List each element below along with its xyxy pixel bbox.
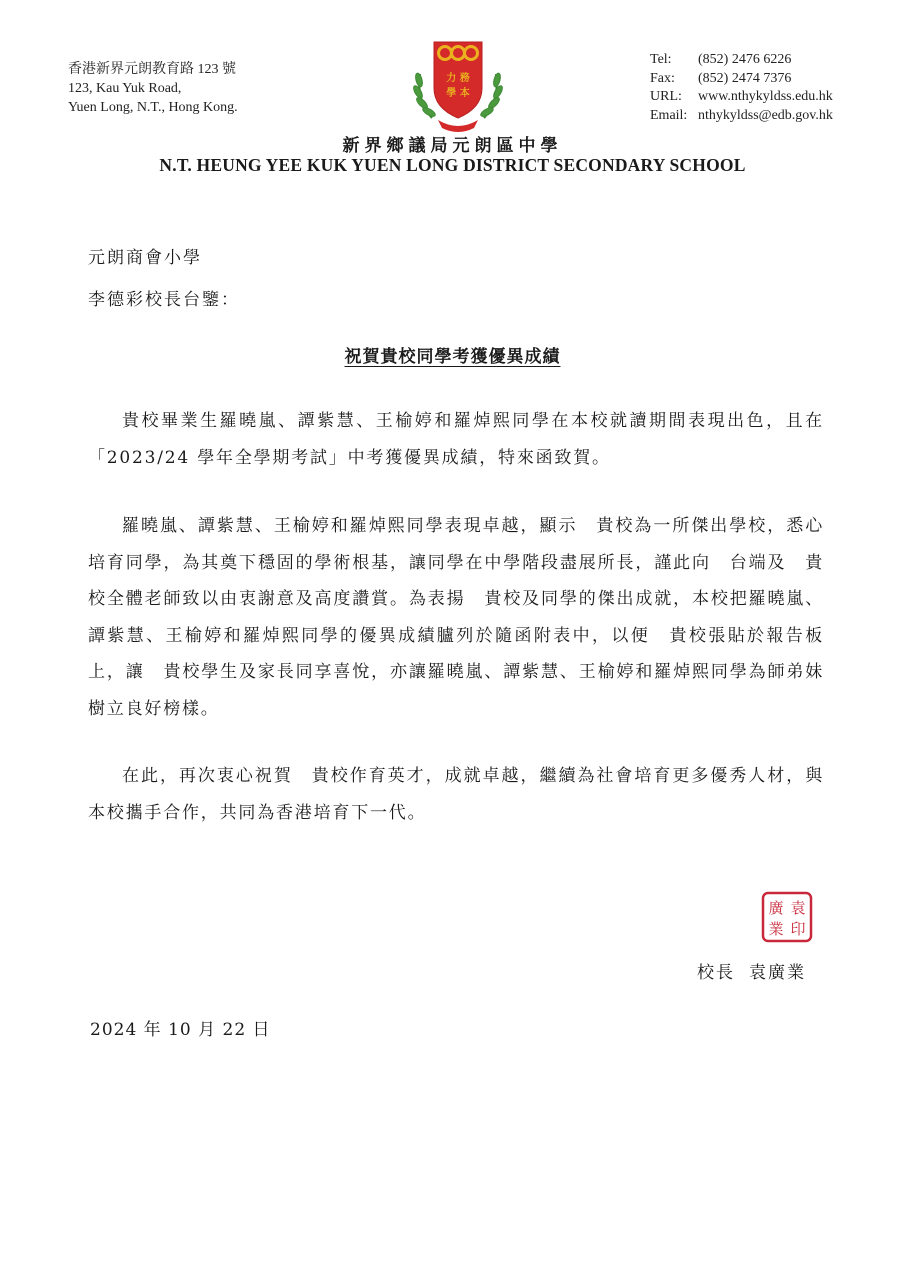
school-name-cn: 新界鄉議局元朗區中學	[342, 136, 563, 156]
crest-motto: 力 務	[446, 73, 470, 84]
paragraph-2: 羅曉嵐、譚紫慧、王榆婷和羅焯熙同學表現卓越，顯示 貴校為一所傑出學校，悉心培育同學，為其奠下穩固的學術根基，讓同學在中學階段盡展所長，謹此向 台端及 貴校全體老師致以由衷謝意及高度讚賞。為表揚 貴校及同學的傑出成就，本校把羅曉嵐、譚紫慧、王榆婷和羅焯熙同學的優異成績臚列於隨函附表中，以便 貴校張貼於報告板上，讓 貴校學生及家長同享喜悅，亦讓羅曉嵐、譚紫慧、王榆婷和羅焯熙同學為師弟妹樹立良好榜樣。	[88, 516, 824, 719]
contact-fax: Fax: (852) 2474 7376	[650, 70, 792, 86]
school-address	[68, 60, 238, 117]
paragraph-3: 在此，再次衷心祝賀 貴校作育英才，成就卓越，繼續為社會培育更多優秀人材，與本校攜手合作，共同為香港培育下一代。	[88, 766, 824, 823]
recipient-school: 元朗商會小學	[88, 248, 202, 268]
signature-name: 袁廣業	[749, 963, 806, 983]
paragraph-1: 貴校畢業生羅曉嵐、譚紫慧、王榆婷和羅焯熙同學在本校就讀期間表現出色，且在「2023/24 學年全學期考試」中考獲優異成績，特來函致賀。	[88, 411, 824, 468]
school-name-en: N.T. HEUNG YEE KUK YUEN LONG DISTRICT SECONDARY SCHOOL	[159, 155, 746, 175]
signature-title: 校長	[697, 963, 735, 983]
recipient-salutation: 李德彩校長台鑒：	[88, 290, 240, 310]
signature-block	[697, 958, 806, 983]
principal-seal-stamp	[761, 891, 813, 943]
address-line-cn: 香港新界元朗教育路 123 號	[68, 62, 236, 77]
svg-text:學 本: 學 本	[446, 88, 470, 99]
letter-subject	[0, 342, 905, 367]
contact-info	[650, 51, 833, 125]
svg-text:廣: 廣	[768, 899, 784, 917]
address-line-2: Yuen Long, N.T., Hong Kong.	[68, 100, 238, 115]
contact-url: URL: www.nthykyldss.edu.hk	[650, 89, 833, 104]
letter-date: 2024 年 10 月 22 日	[90, 1020, 271, 1040]
address-line-1: 123, Kau Yuk Road,	[68, 81, 182, 96]
svg-text:業: 業	[768, 920, 784, 938]
subject-text: 祝賀貴校同學考獲優異成績	[344, 347, 561, 367]
contact-tel: Tel: (852) 2476 6226	[650, 52, 792, 67]
laurel-right	[479, 72, 504, 118]
laurel-left	[412, 72, 437, 118]
svg-text:袁: 袁	[790, 899, 806, 917]
contact-email: Email: nthykyldss@edb.gov.hk	[650, 107, 833, 123]
svg-text:印: 印	[790, 920, 806, 938]
school-crest-logo	[412, 36, 504, 132]
